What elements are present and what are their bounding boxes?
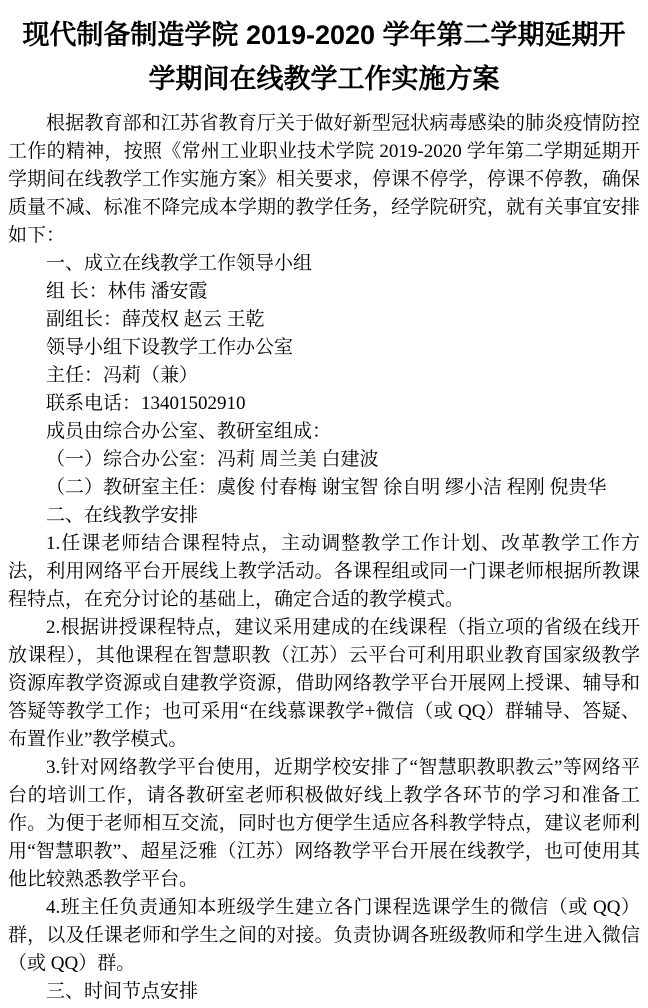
heading-section-1: 一、成立在线教学工作领导小组 [46, 253, 313, 274]
document-title-line-1: 现代制备制造学院 2019-2020 学年第二学期延期开 [22, 20, 626, 50]
document-body [8, 110, 640, 1006]
line-deputy-leaders: 副组长：薛茂权 赵云 王乾 [46, 309, 265, 330]
paragraph-item-4: 4.班主任负责通知本班级学生建立各门课程选课学生的微信（或 QQ）群，以及任课老师和学生之间的对接。负责协调各班级教师和学生进入微信（或 QQ）群。 [8, 897, 640, 974]
line-members-teaching: （二）教研室主任：虞俊 付春梅 谢宝智 徐自明 缪小洁 程刚 倪贵华 [46, 477, 607, 498]
paragraph-item-1: 1.任课老师结合课程特点，主动调整教学工作计划、改革教学工作方法，利用网络平台开展线上教学活动。各课程组或同一门课老师根据所教课程特点，在充分讨论的基础上，确定合适的教学模式。 [8, 533, 640, 610]
line-members-office: （一）综合办公室：冯莉 周兰美 白建波 [46, 449, 379, 470]
paragraph-item-3: 3.针对网络教学平台使用，近期学校安排了“智慧职教职教云”等网络平台的培训工作，请各教研室老师积极做好线上教学各环节的学习和准备工作。为便于老师相互交流，同时也方便学生适应各科教学特点，建议老师利用“智慧职教”、超星泛雅（江苏）网络教学平台开展在线教学，也可使用其他比较熟悉教学平台。 [8, 757, 640, 890]
paragraph-item-2: 2.根据讲授课程特点，建议采用建成的在线课程（指立项的省级在线开放课程），其他课程在智慧职教（江苏）云平台可利用职业教育国家级教学资源库教学资源或自建教学资源，借助网络教学平台开展网上授课、辅导和答疑等教学工作；也可采用“在线慕课教学+微信（或 QQ）群辅导、答疑、布置作业”教学模式。 [8, 617, 640, 750]
line-office-note: 领导小组下设教学工作办公室 [46, 337, 294, 358]
line-director: 主任：冯莉（兼） [46, 365, 199, 386]
line-members-note: 成员由综合办公室、教研室组成： [46, 421, 332, 442]
heading-section-2: 二、在线教学安排 [46, 505, 199, 526]
paragraph-intro: 根据教育部和江苏省教育厅关于做好新型冠状病毒感染的肺炎疫情防控工作的精神，按照《常州工业职业技术学院 2019-2020 学年第二学期延期开学期间在线教学工作实施方案》相关要求，停课不停学，停课不停教，确保质量不减、标准不降完成本学期的教学任务，经学院研究，就有关事宜安排如下： [8, 113, 640, 246]
document-title [10, 13, 638, 101]
heading-section-3: 三、时间节点安排 [46, 981, 199, 1002]
line-group-leader: 组 长：林伟 潘安霞 [46, 281, 208, 302]
line-contact-phone: 联系电话：13401502910 [46, 393, 246, 414]
document-title-line-2: 学期间在线教学工作实施方案 [148, 64, 500, 94]
